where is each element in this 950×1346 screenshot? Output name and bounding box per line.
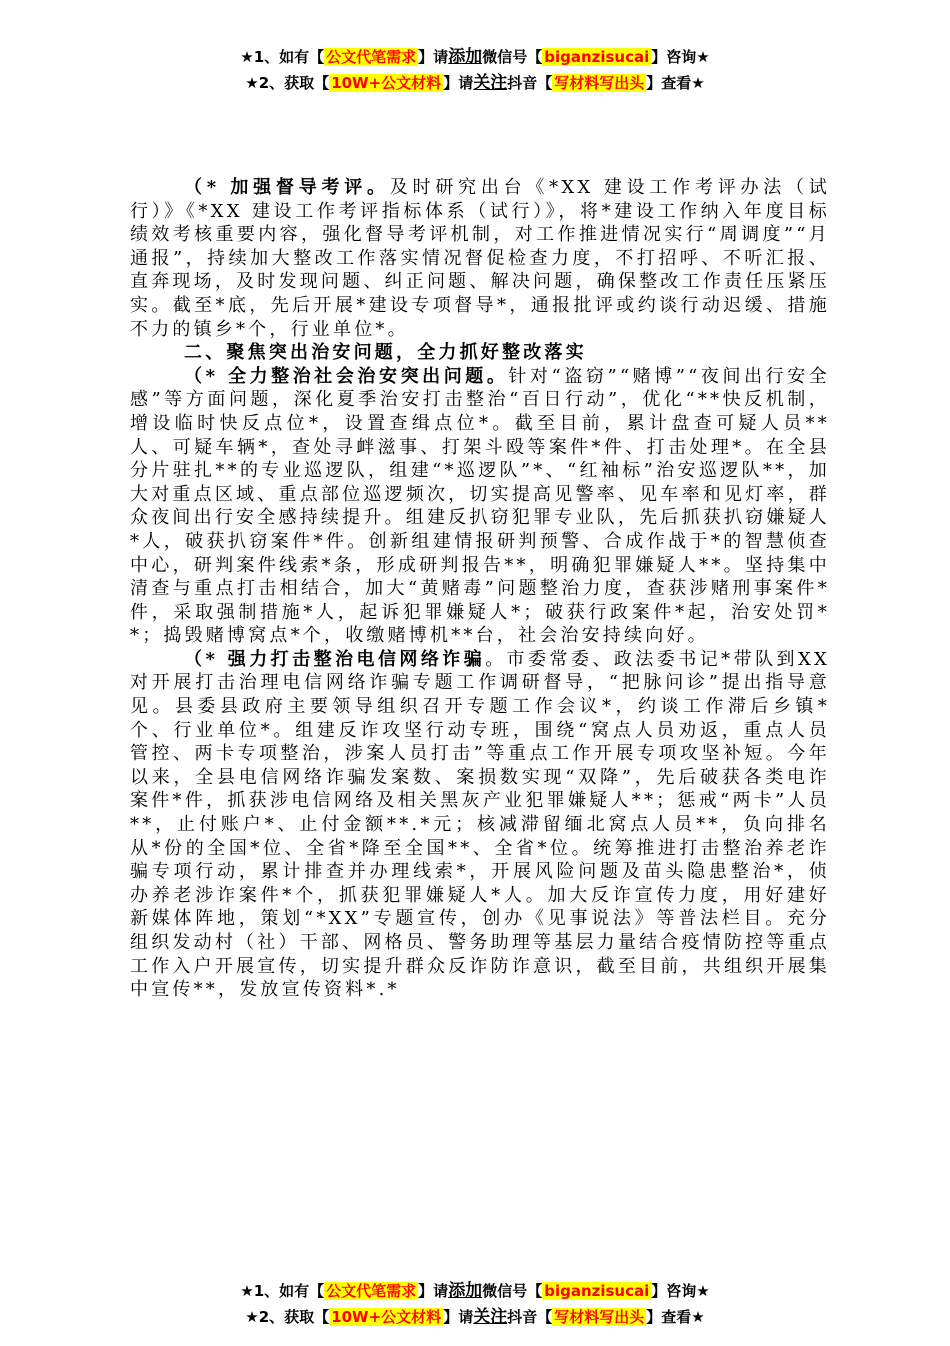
banner-line-2: [0, 70, 950, 96]
underlined-action: 关注: [473, 73, 508, 93]
banner-line-1: [0, 44, 950, 70]
banner-text: 微信号【: [482, 48, 543, 66]
highlight-materials: 10W+公文材料: [331, 74, 442, 92]
paragraph-text: 及时研究出台《*XX 建设工作考评办法（试行）》《*XX 建设工作考评指标体系（试行）》，将*建设工作纳入年度目标绩效考核重要内容，强化督导考评机制，对工作推进情况实行“周调度”“月通报”，持续加大整改工作落实情况督促检查力度，不打招呼、不听汇报、直奔现场，及时发现问题、纠正问题、解决问题，确保整改工作责任压紧压实。截至*底，先后开展*建设专项督导*，通报批评或约谈行动迟缓、措施不力的镇乡*个，行业单位*。: [130, 177, 830, 340]
underlined-action: 添加: [448, 1281, 483, 1301]
underlined-action: 添加: [448, 47, 483, 67]
paragraph-lead: （* 全力整治社会治安突出问题。: [184, 365, 509, 387]
highlight-wechat-id: biganzisucai: [544, 1282, 650, 1300]
banner-text: 】咨询★: [651, 48, 710, 66]
highlight-douyin-id: 写材料写出头: [554, 74, 645, 92]
paragraph-text: 。市委常委、政法委书记*带队到XX对开展打击治理电信网络诈骗专题工作调研督导，“把脉问诊”提出指导意见。县委县政府主要领导组织召开专题工作会议*，约谈工作滞后乡镇*个、行业单位*。组建反诈攻坚行动专班，围绕“窝点人员劝返，重点人员管控、两卡专项整治，涉案人员打击”等重点工作开展专项攻坚补短。今年以来，全县电信网络诈骗发案数、案损数实现“双降”，先后破获各类电诈案件*件，抓获涉电信网络及相关黑灰产业犯罪嫌疑人**；惩戒“两卡”人员**，止付账户*、止付金额**.*元；核减滞留缅北窝点人员**，负向排名从*份的全国*位、全省*降至全国**、全省*位。统筹推进打击整治养老诈骗专项行动，累计排查并办理线索*，开展风险问题及苗头隐患整治*，侦办养老涉诈案件*个，抓获犯罪嫌疑人*人。加大反诈宣传力度，用好建好新媒体阵地，策划“*XX”专题宣传，创办《见事说法》等普法栏目。充分组织发动村（社）干部、网格员、警务助理等基层力量结合疫情防控等重点工作入户开展宣传，切实提升群众反诈防诈意识，截至目前，共组织开展集中宣传**，发放宣传资料*.*: [130, 648, 830, 1001]
highlight-wechat-id: biganzisucai: [544, 48, 650, 66]
highlight-materials: 10W+公文材料: [331, 1308, 442, 1326]
banner-text: 】请: [443, 74, 474, 92]
banner-line-2: [0, 1304, 950, 1330]
highlight-service: 公文代笔需求: [326, 48, 417, 66]
banner-text: ★2、获取【: [245, 74, 330, 92]
paragraph-public-security: [130, 365, 830, 648]
paragraph-lead: （* 加强督导考评。: [184, 177, 390, 198]
banner-text: 】查看★: [646, 74, 705, 92]
banner-text: 抖音【: [507, 1308, 553, 1326]
paragraph-lead: （* 强力打击整治电信网络诈骗: [184, 648, 486, 670]
highlight-douyin-id: 写材料写出头: [554, 1308, 645, 1326]
underlined-action: 关注: [473, 1307, 508, 1327]
document-body: [130, 176, 830, 1002]
highlight-service: 公文代笔需求: [326, 1282, 417, 1300]
banner-text: 】咨询★: [651, 1282, 710, 1300]
bottom-banner: [0, 1278, 950, 1330]
paragraph-supervision: [130, 176, 830, 341]
banner-text: ★1、如有【: [240, 1282, 325, 1300]
paragraph-text: 针对“盗窃”“赌博”“夜间出行安全感”等方面问题，深化夏季治安打击整治“百日行动”，优化“**快反机制，增设临时快反点位*，设置查缉点位*。截至目前，累计盘查可疑人员**人、可疑车辆*，查处寻衅滋事、打架斗殴等案件*件、打击处理*。在全县分片驻扎**的专业巡逻队，组建“*巡逻队”*、“红袖标”治安巡逻队**，加大对重点区域、重点部位巡逻频次，切实提高见警率、见车率和见灯率，群众夜间出行安全感持续提升。组建反扒窃犯罪专业队，先后抓获扒窃嫌疑人*人，破获扒窃案件*件。创新组建情报研判预警、合成作战于*的智慧侦查中心，研判案件线索*条，形成研判报告**，明确犯罪嫌疑人**。坚持集中清查与重点打击相结合，加大“黄赌毒”问题整治力度，查获涉赌刑事案件*件，采取强制措施*人，起诉犯罪嫌疑人*；破获行政案件*起，治安处罚**；捣毁赌博窝点*个，收缴赌博机**台，社会治安持续向好。: [130, 365, 830, 647]
section-heading: 二、聚焦突出治安问题，全力抓好整改落实: [184, 342, 587, 364]
paragraph-telecom-fraud: [130, 648, 830, 1002]
banner-text: 】查看★: [646, 1308, 705, 1326]
banner-text: 抖音【: [507, 74, 553, 92]
banner-line-1: [0, 1278, 950, 1304]
banner-text: ★2、获取【: [245, 1308, 330, 1326]
banner-text: 】请: [418, 48, 449, 66]
banner-text: 】请: [418, 1282, 449, 1300]
top-banner: [0, 44, 950, 96]
banner-text: 微信号【: [482, 1282, 543, 1300]
banner-text: ★1、如有【: [240, 48, 325, 66]
banner-text: 】请: [443, 1308, 474, 1326]
